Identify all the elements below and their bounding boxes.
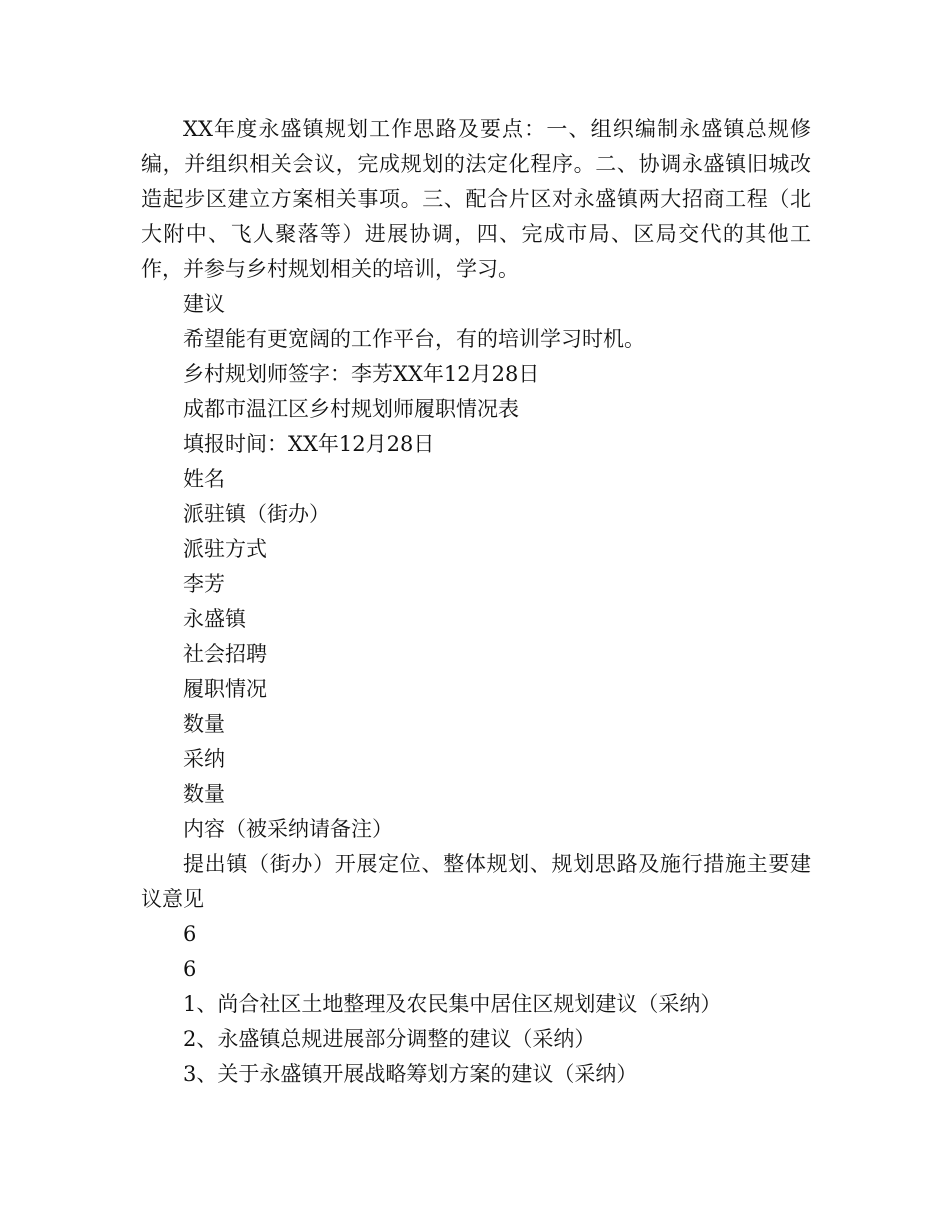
paragraph-item-description: 提出镇（街办）开展定位、整体规划、规划思路及施行措施主要建议意见 (141, 852, 811, 911)
paragraph-count-2: 6 (183, 957, 197, 981)
paragraph-label-adopted: 采纳 (183, 747, 225, 771)
paragraph-label-content: 内容（被采纳请备注） (183, 817, 393, 841)
paragraph-fill-date: 填报时间：XX年12月28日 (183, 432, 435, 456)
paragraph-suggestion-item-1: 1、尚合社区土地整理及农民集中居住区规划建议（采纳） (183, 992, 722, 1016)
paragraph-suggestion-item-3: 3、关于永盛镇开展战略筹划方案的建议（采纳） (183, 1062, 638, 1086)
document-body (141, 112, 811, 1092)
paragraph-label-performance: 履职情况 (183, 677, 267, 701)
paragraph-work-plan: XX年度永盛镇规划工作思路及要点：一、组织编制永盛镇总规修编，并组织相关会议，完成规划的法定化程序。二、协调永盛镇旧城改造起步区建立方案相关事项。三、配合片区对永盛镇两大招商工程（北大附中、飞人聚落等）进展协调，四、完成市局、区局交代的其他工作，并参与乡村规划相关的培训，学习。 (141, 117, 811, 281)
paragraph-label-town: 派驻镇（街办） (183, 502, 330, 526)
paragraph-suggestion-text: 希望能有更宽阔的工作平台，有的培训学习时机。 (183, 327, 645, 351)
paragraph-label-quantity: 数量 (183, 712, 225, 736)
paragraph-form-title: 成都市温江区乡村规划师履职情况表 (183, 397, 519, 421)
paragraph-label-quantity-2: 数量 (183, 782, 225, 806)
paragraph-signature: 乡村规划师签字：李芳XX年12月28日 (183, 362, 540, 386)
paragraph-value-method: 社会招聘 (183, 642, 267, 666)
paragraph-label-name: 姓名 (183, 467, 225, 491)
paragraph-value-town: 永盛镇 (183, 607, 246, 631)
paragraph-count-1: 6 (183, 922, 197, 946)
paragraph-suggestion-item-2: 2、永盛镇总规进展部分调整的建议（采纳） (183, 1027, 596, 1051)
paragraph-label-method: 派驻方式 (183, 537, 267, 561)
paragraph-value-name: 李芳 (183, 572, 225, 596)
paragraph-suggestion-heading: 建议 (183, 292, 225, 316)
